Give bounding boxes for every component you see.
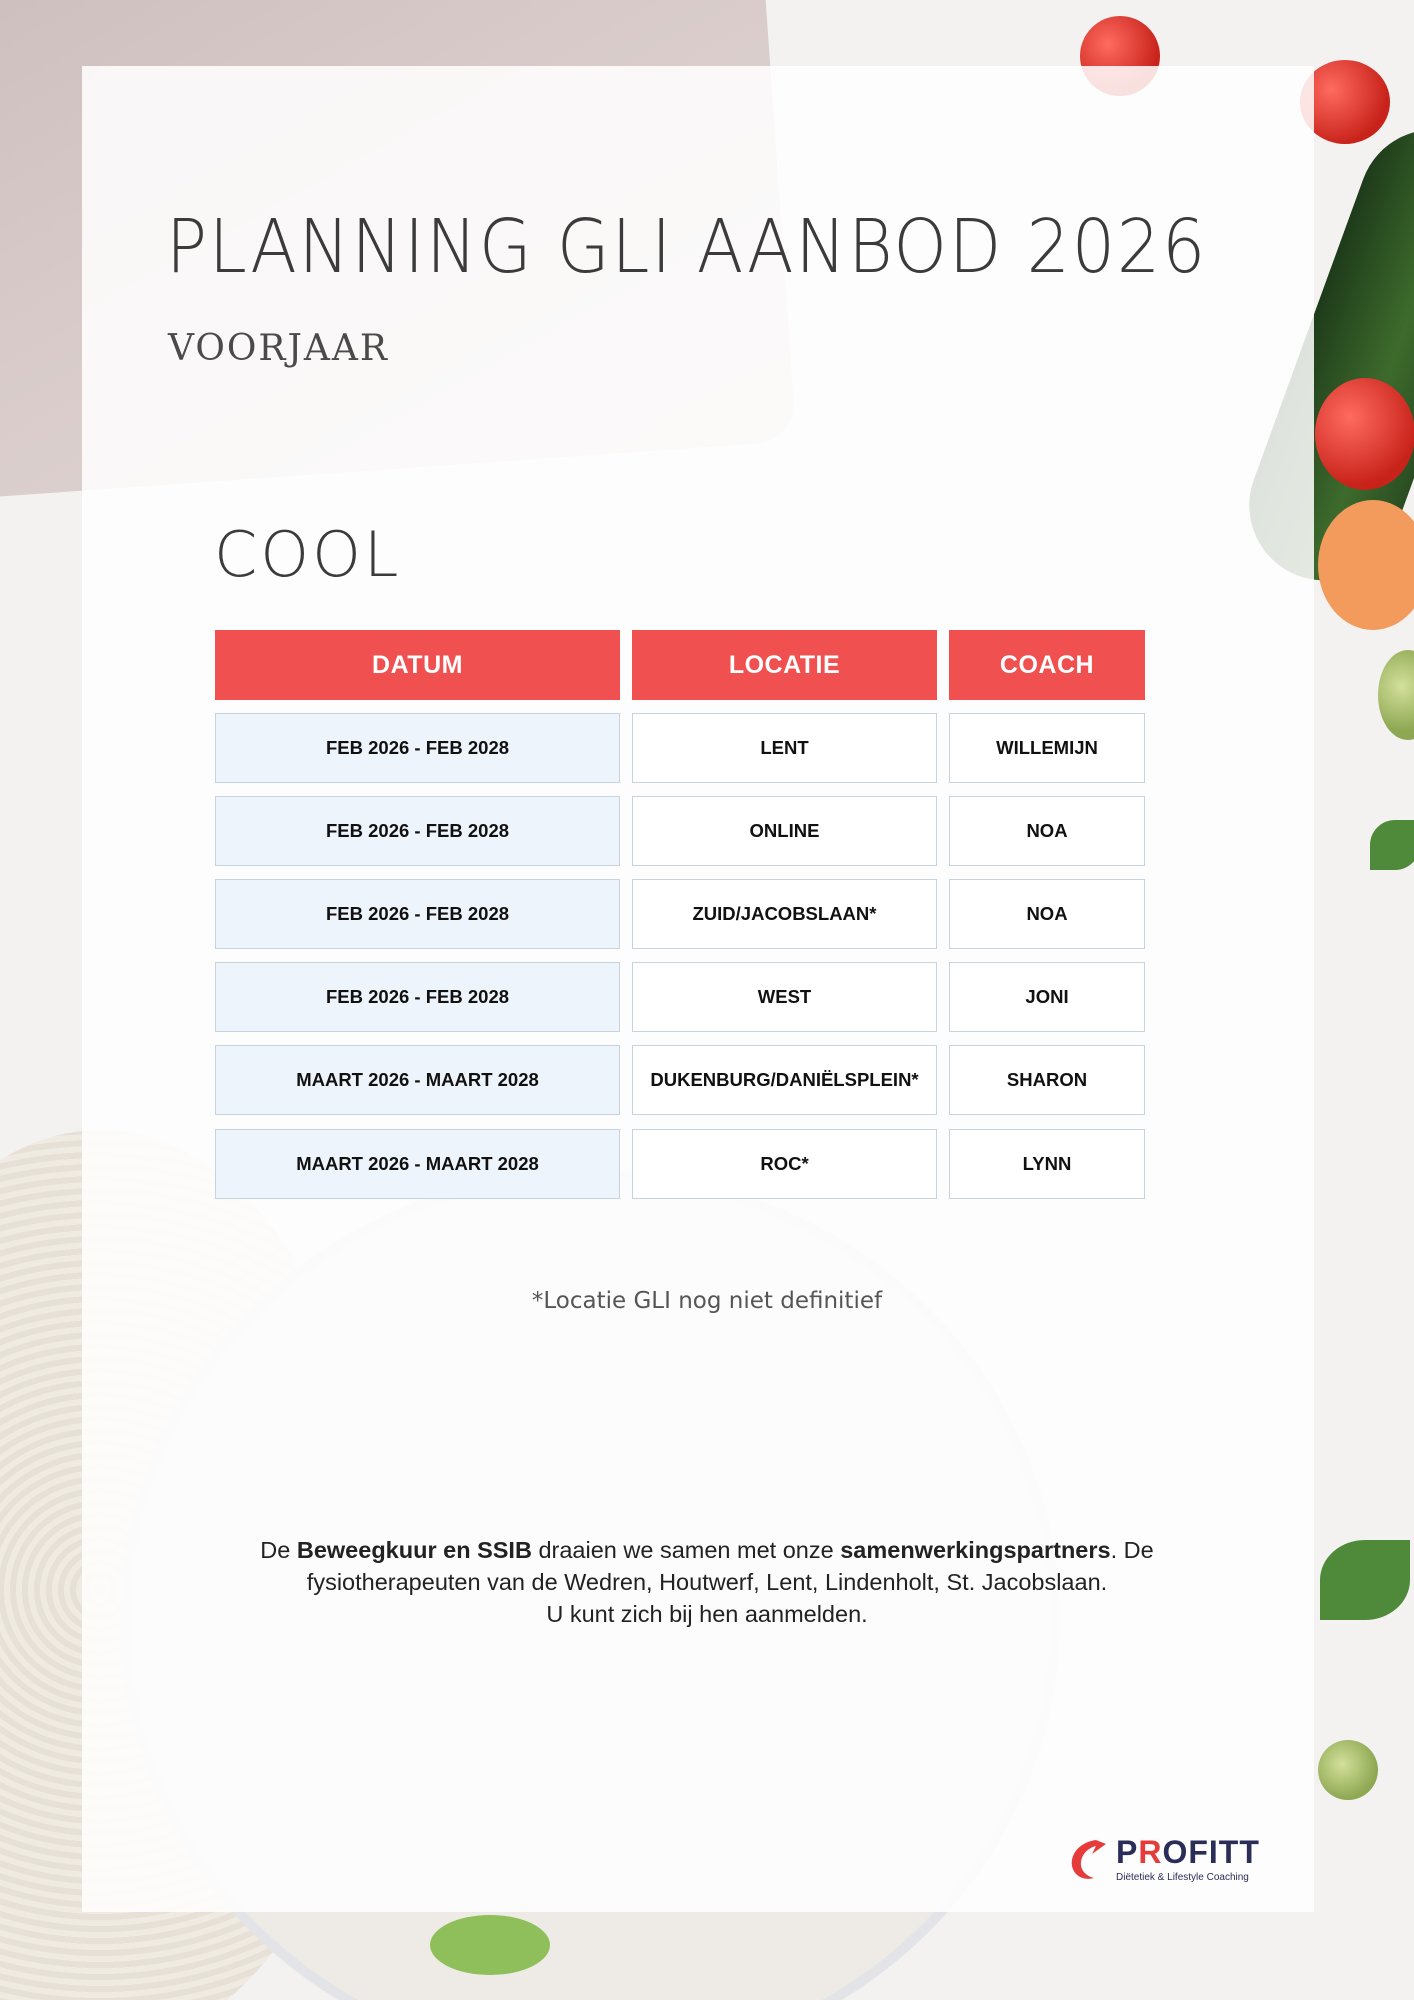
info-bold: samenwerkingspartners bbox=[840, 1537, 1111, 1563]
profitt-logo bbox=[1066, 1832, 1276, 1886]
partners-info bbox=[240, 1534, 1174, 1630]
background-sprout bbox=[1318, 1740, 1378, 1800]
logo-name bbox=[1116, 1834, 1260, 1871]
background-leaf bbox=[1320, 1540, 1410, 1620]
cell-datum: FEB 2026 - FEB 2028 bbox=[215, 962, 620, 1032]
background-vegetable bbox=[430, 1915, 550, 1975]
info-text: draaien we samen met onze bbox=[531, 1537, 841, 1563]
logo-name-part: P bbox=[1116, 1834, 1139, 1870]
cell-datum: FEB 2026 - FEB 2028 bbox=[215, 879, 620, 949]
page-title: PLANNING GLI AANBOD 2026 bbox=[166, 204, 1208, 290]
cell-datum: FEB 2026 - FEB 2028 bbox=[215, 796, 620, 866]
info-bold: Beweegkuur en SSIB bbox=[296, 1537, 532, 1563]
cell-datum: MAART 2026 - MAART 2028 bbox=[215, 1045, 620, 1115]
cell-coach: LYNN bbox=[949, 1129, 1145, 1199]
cell-locatie: LENT bbox=[632, 713, 937, 783]
location-footnote: *Locatie GLI nog niet definitief bbox=[531, 1288, 883, 1314]
cell-locatie: DUKENBURG/DANIËLSPLEIN* bbox=[632, 1045, 937, 1115]
header-coach: COACH bbox=[949, 630, 1145, 700]
cell-coach: SHARON bbox=[949, 1045, 1145, 1115]
cell-locatie: ZUID/JACOBSLAAN* bbox=[632, 879, 937, 949]
cell-locatie: ONLINE bbox=[632, 796, 937, 866]
cell-coach: JONI bbox=[949, 962, 1145, 1032]
cell-coach: WILLEMIJN bbox=[949, 713, 1145, 783]
section-title: COOL bbox=[214, 518, 402, 591]
logo-name-part: OFITT bbox=[1162, 1834, 1260, 1870]
info-text: U kunt zich bij hen aanmelden. bbox=[546, 1601, 868, 1627]
cell-coach: NOA bbox=[949, 879, 1145, 949]
background-tomato bbox=[1315, 378, 1414, 490]
cell-datum: FEB 2026 - FEB 2028 bbox=[215, 713, 620, 783]
header-locatie: LOCATIE bbox=[632, 630, 937, 700]
page-subtitle: VOORJAAR bbox=[168, 328, 390, 369]
info-text: De bbox=[260, 1537, 297, 1563]
background-leaf bbox=[1370, 820, 1414, 870]
cell-locatie: ROC* bbox=[632, 1129, 937, 1199]
cell-datum: MAART 2026 - MAART 2028 bbox=[215, 1129, 620, 1199]
logo-tagline: Diëtetiek & Lifestyle Coaching bbox=[1116, 1872, 1249, 1883]
info-text: . De fysiotherapeuten van de Wedren, Houtwerf, Lent, Lindenholt, St. Jacobslaan. bbox=[306, 1537, 1154, 1595]
background-sprout bbox=[1378, 650, 1414, 740]
background-carrot bbox=[1318, 500, 1414, 630]
cell-coach: NOA bbox=[949, 796, 1145, 866]
logo-swoosh-icon bbox=[1066, 1836, 1112, 1882]
header-datum: DATUM bbox=[215, 630, 620, 700]
cell-locatie: WEST bbox=[632, 962, 937, 1032]
logo-name-accent: R bbox=[1138, 1834, 1163, 1870]
